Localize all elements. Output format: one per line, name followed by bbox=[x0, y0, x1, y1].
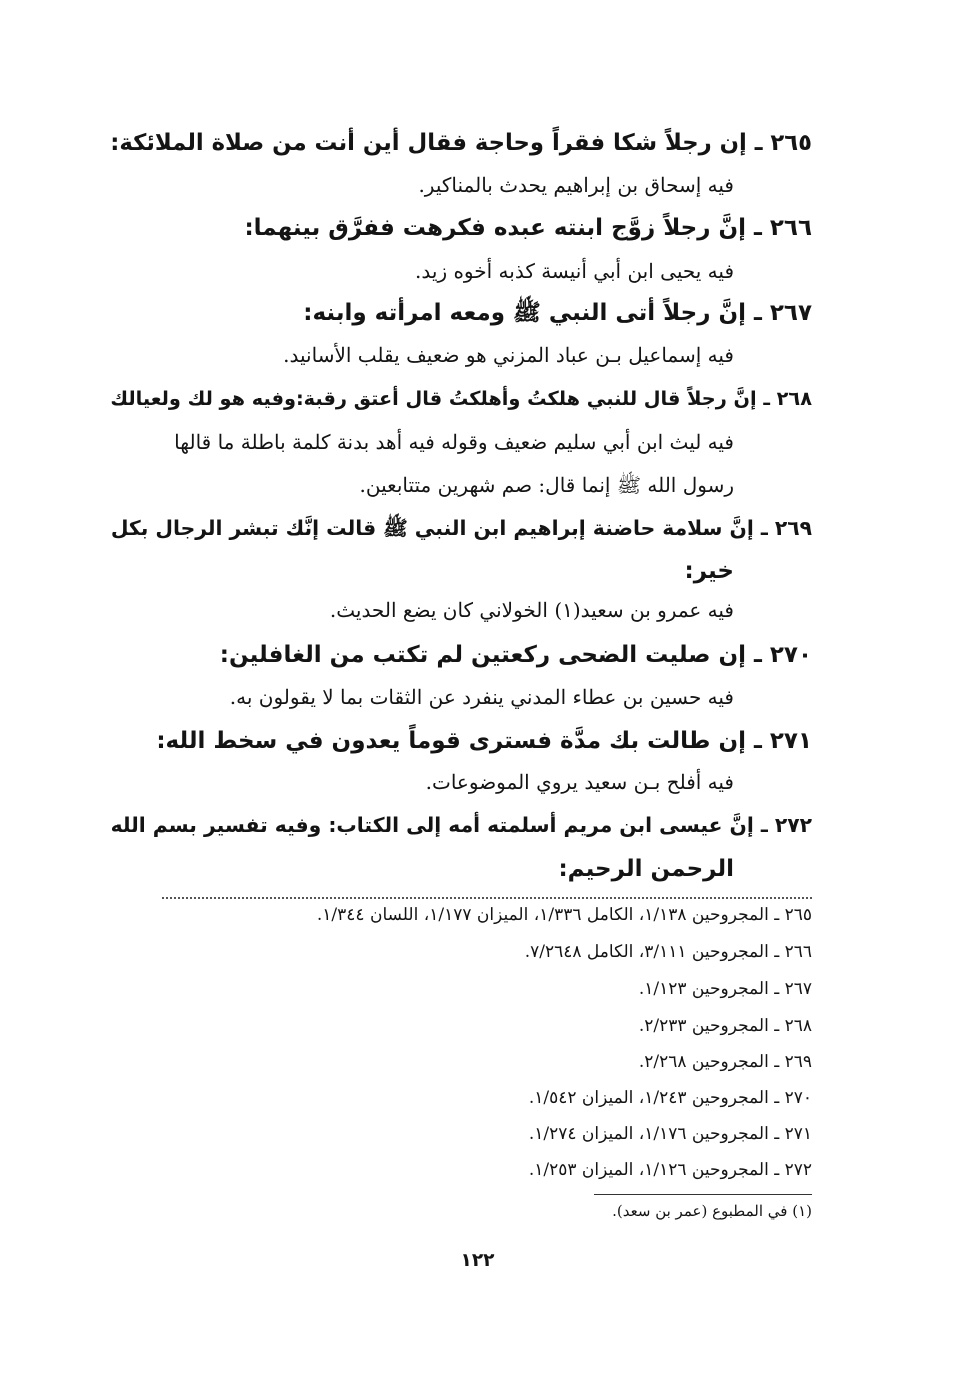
reference-267: ٢٦٧ ـ المجروحين ١/١٢٣. bbox=[638, 979, 812, 999]
entry-note-268-a: فيه ليث ابن أبي سليم ضعيف وقوله فيه أهد بدنة كلمة باطلة ما قالها bbox=[174, 430, 734, 454]
entry-note-266: فيه يحيى ابن أبي أنيسة كذبه أخوه زيد. bbox=[415, 259, 734, 283]
page-number: ١٢٢ bbox=[460, 1250, 495, 1271]
entry-note-270: فيه حسين بن عطاء المدني ينفرد عن الثقات بما لا يقولون به. bbox=[229, 685, 734, 709]
entry-title-269-cont: خير: bbox=[684, 558, 734, 584]
entry-note-271: فيه أفلح بـن سعيد يروي الموضوعات. bbox=[425, 770, 734, 794]
entry-title-268: ٢٦٨ ـ إنَّ رجلاً قال للنبي هلكتُ وأهلكتُ قال أعتق رقبة:وفيه هو لك ولعيالك bbox=[110, 387, 812, 410]
reference-272: ٢٧٢ ـ المجروحين ١/١٢٦، الميزان ١/٢٥٣. bbox=[528, 1160, 812, 1180]
reference-266: ٢٦٦ ـ المجروحين ٣/١١١، الكامل ٧/٢٦٤٨. bbox=[524, 942, 812, 962]
entry-title-271: ٢٧١ ـ إن طالت بك مدَّة فسترى قوماً يعدون في سخط الله: bbox=[156, 728, 812, 754]
references-separator bbox=[162, 897, 812, 899]
entry-note-269: فيه عمرو بن سعيد(١) الخولاني كان يضع الحديث. bbox=[329, 598, 734, 622]
reference-269: ٢٦٩ ـ المجروحين ٢/٢٦٨. bbox=[638, 1052, 812, 1072]
reference-270: ٢٧٠ ـ المجروحين ١/٢٤٣، الميزان ١/٥٤٢. bbox=[528, 1088, 812, 1108]
entry-note-265: فيه إسحاق بن إبراهيم يحدث بالمناكير. bbox=[418, 173, 734, 197]
entry-note-268-b: رسول الله ﷺ إنما قال: صم شهرين متتابعين. bbox=[359, 473, 734, 497]
entry-note-267: فيه إسماعيل بـن عباد المزني هو ضعيف يقلب الأسانيد. bbox=[283, 343, 734, 367]
reference-268: ٢٦٨ ـ المجروحين ٢/٢٣٣. bbox=[638, 1016, 812, 1036]
entry-title-272-cont: الرحمن الرحيم: bbox=[558, 856, 734, 882]
footnote-rule bbox=[594, 1194, 812, 1195]
footnote: (١) في المطبوع (عمر بن سعد). bbox=[612, 1202, 812, 1220]
entry-title-265: ٢٦٥ ـ إن رجلاً شكا فقراً وحاجة فقال أين أنت من صلاة الملائكة: bbox=[110, 130, 812, 156]
entry-title-272: ٢٧٢ ـ إنَّ عيسى ابن مريم أسلمته أمه إلى الكتاب: وفيه تفسير بسم الله bbox=[110, 813, 812, 837]
entry-title-267: ٢٦٧ ـ إنَّ رجلاً أتى النبي ﷺ ومعه امرأته وابنه: bbox=[303, 300, 812, 326]
reference-271: ٢٧١ ـ المجروحين ١/١٧٦، الميزان ١/٢٧٤. bbox=[528, 1124, 812, 1144]
entry-title-266: ٢٦٦ ـ إنَّ رجلاً زوَّج ابنته عبده فكرهت ففرَّق بينهما: bbox=[244, 215, 812, 241]
entry-title-270: ٢٧٠ ـ إن صليت الضحى ركعتين لم تكتب من الغافلين: bbox=[219, 642, 812, 668]
reference-265: ٢٦٥ ـ المجروحين ١/١٣٨، الكامل ١/٣٣٦، الميزان ١/١٧٧، اللسان ١/٣٤٤. bbox=[316, 905, 812, 925]
entry-title-269: ٢٦٩ ـ إنَّ سلامة حاضنة إبراهيم ابن النبي ﷺ قالت إنَّك تبشر الرجال بكل bbox=[110, 516, 812, 540]
